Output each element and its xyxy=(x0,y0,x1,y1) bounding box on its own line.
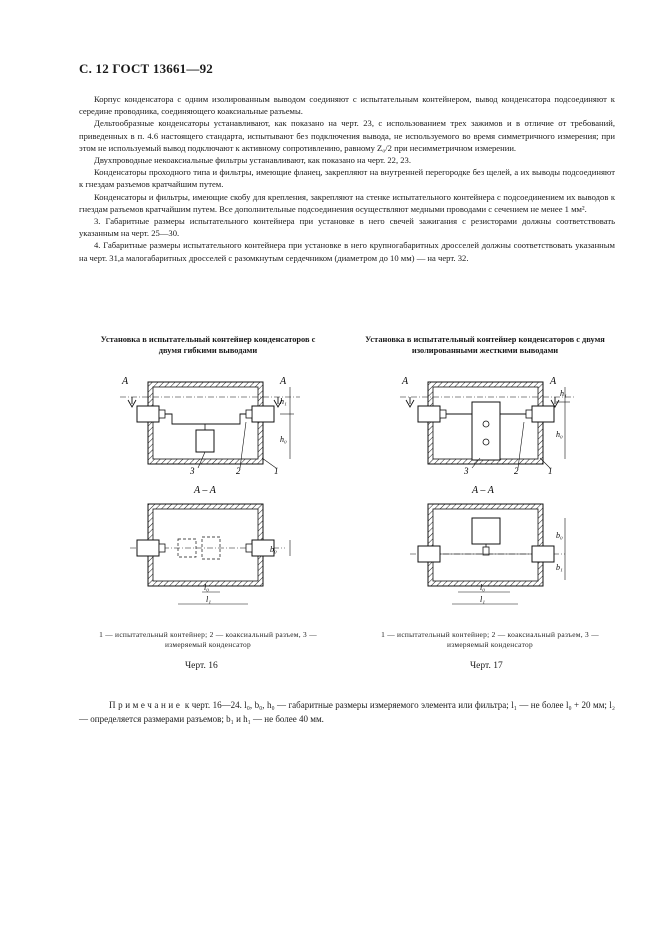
callout-2: 2 xyxy=(236,466,241,476)
dim-l1: l₁ xyxy=(480,595,486,604)
callout-1: 1 xyxy=(548,466,553,476)
note-text: к черт. 16—24. l₀, b₀, h₀ — габаритные размеры измеряемого элемента или фильтра; l₁ — не более l₀ + 20 мм; l₂ — определяется размерами разъемов; b₁ и h₁ — не более 40 мм. xyxy=(79,700,615,724)
coax-connector-right xyxy=(252,406,274,422)
figure-17-number: Черт. 17 xyxy=(470,661,503,671)
body-text xyxy=(79,93,615,264)
dim-l0: l₀ xyxy=(480,583,486,592)
coax-connector-left xyxy=(418,406,440,422)
dim-h0: h₀ xyxy=(280,435,287,444)
callout-3: 3 xyxy=(190,466,195,476)
cut-label-left: A xyxy=(402,376,409,387)
figure-16-caption: 1 — испытательный контейнер; 2 — коаксиальный разъем, 3 — измеряемый конденсатор xyxy=(99,630,317,649)
callout-2: 2 xyxy=(514,466,519,476)
section-label: A – A xyxy=(194,485,216,496)
figure-16-title: Установка в испытательный контейнер конденсаторов с двумя гибкими выводами xyxy=(100,335,316,355)
dim-h0: h₀ xyxy=(556,430,563,439)
figure-16-number: Черт. 16 xyxy=(185,661,218,671)
note xyxy=(79,699,615,726)
dim-l0: l₀ xyxy=(204,583,210,592)
dim-b0: b₀ xyxy=(556,531,563,540)
coax-connector-left xyxy=(137,406,159,422)
coax-connector-right xyxy=(532,406,554,422)
section-label: A – A xyxy=(472,485,494,496)
paragraph: Дельтообразные конденсаторы устанавливают, как показано на черт. 23, с использованием трех зажимов и в отличие от требований, приведенных в п. 4.6 настоящего стандарта, испытывают без подключения вывода, не используемого во время симметричного измерения; при этом не используемый вывод подключают к активному сопротивлению, равному Z₀/2 при несимметричном измерении. xyxy=(79,118,615,153)
paragraph: Конденсаторы и фильтры, имеющие скобу для крепления, закрепляют на стенке испытательного контейнера с подсоединением их выводов к гнездам разъемов кратчайшим путем. Все дополнительные подсоединения осуществляют медными проводами с сечением не менее 1 мм². xyxy=(79,191,615,214)
dim-l1: l₁ xyxy=(206,595,212,604)
callout-3: 3 xyxy=(464,466,469,476)
cut-label-right: A xyxy=(550,376,557,387)
paragraph: Двухпроводные некоаксиальные фильтры устанавливают, как показано на черт. 22, 23. xyxy=(94,155,411,166)
callout-1: 1 xyxy=(274,466,279,476)
figure-17-title: Установка в испытательный контейнер конденсаторов с двумя изолированными жесткими выводами xyxy=(365,335,605,355)
dim-b0: b₀ xyxy=(270,545,277,554)
paragraph: Конденсаторы проходного типа и фильтры, имеющие фланец, закрепляют на внутренней перегородке без щелей, а их выводы подсоединяют к гнездам разъемов кратчайшим путем. xyxy=(79,167,615,190)
paragraph: 4. Габаритные размеры испытательного контейнера при установке в него крупногабаритных дросселей должны соответствовать указанным на черт. 31,а малогабаритных дросселей с разомкнутым сердечником (диаметром до 10 мм) — на черт. 32. xyxy=(79,240,615,263)
page-header: С. 12 ГОСТ 13661—92 xyxy=(79,61,213,76)
dim-h1: h₁ xyxy=(280,397,287,406)
figure-17-caption: 1 — испытательный контейнер; 2 — коаксиальный разъем, 3 — измеряемый конденсатор xyxy=(381,630,599,649)
figure-16-drawing xyxy=(110,362,310,622)
dim-b1: b₁ xyxy=(556,563,563,572)
dim-h1: h₁ xyxy=(560,389,567,398)
measured-capacitor xyxy=(196,430,214,452)
cut-label-right: A xyxy=(280,376,287,387)
paragraph: Корпус конденсатора с одним изолированным выводом соединяют с испытательным контейнером, вывод конденсатора подсоединяют к середине проводника, соединяющего коаксиальные разъемы. xyxy=(79,94,615,117)
figure-17-drawing xyxy=(400,362,600,622)
cut-label-left: A xyxy=(122,376,129,387)
note-lead: Примечание xyxy=(109,700,183,710)
paragraph: 3. Габаритные размеры испытательного контейнера при установке в него свечей зажигания с резисторами должны соответствовать указанным на черт. 25—30. xyxy=(79,216,615,239)
measured-capacitor xyxy=(472,402,500,460)
